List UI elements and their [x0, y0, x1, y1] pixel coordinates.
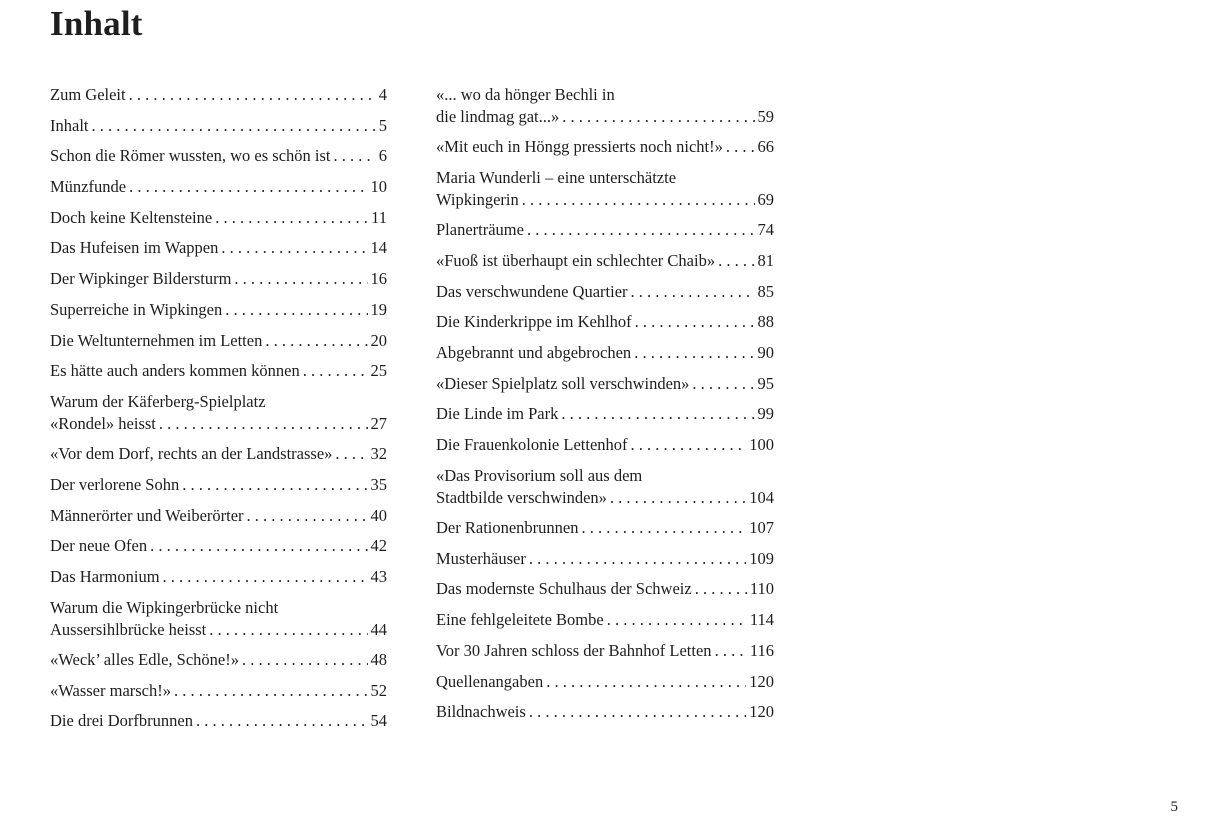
toc-entry-title: «Dieser Spielplatz soll verschwinden» [436, 373, 690, 393]
toc-entry-page-number: 59 [757, 107, 774, 126]
dot-leader [242, 649, 368, 671]
toc-entry [50, 566, 387, 588]
dot-leader [303, 360, 368, 382]
toc-entry-page-number: 90 [757, 343, 774, 363]
toc-entry-row [50, 710, 387, 732]
toc-entry [436, 167, 774, 211]
dot-leader [582, 517, 747, 539]
dot-leader [715, 640, 747, 662]
toc-entry-title: Der neue Ofen [50, 536, 148, 556]
toc-entry-page-number: 81 [757, 250, 774, 270]
toc-entry-page-number: 19 [370, 299, 387, 319]
toc-entry-title: Die Kinderkrippe im Kehlhof [436, 312, 632, 332]
toc-entry-row [50, 360, 387, 382]
toc-entry-title: Männerörter und Weiberörter [50, 505, 244, 525]
toc-entry-row [436, 250, 774, 272]
dot-leader [221, 237, 367, 259]
toc-entry-row [50, 535, 387, 557]
toc-entry-page-number: 88 [757, 312, 774, 332]
toc-entry-title-line: Warum die Wipkingerbrücke nicht [50, 597, 279, 617]
toc-entry-row [50, 237, 387, 259]
toc-entry-title: Die drei Dorfbrunnen [50, 711, 193, 731]
toc-entry-row [436, 434, 774, 456]
toc-entry-page-number: 100 [749, 435, 774, 455]
toc-entry-page-number: 6 [378, 146, 387, 166]
dot-leader [529, 548, 746, 570]
toc-entry-row [436, 671, 774, 693]
toc-entry-row [50, 680, 387, 702]
toc-entry-title: Aussersihlbrücke heisst [50, 619, 207, 639]
toc-entry [50, 474, 387, 496]
dot-leader [635, 311, 755, 333]
toc-entry-title: «Wasser marsch!» [50, 680, 172, 700]
toc-entry [436, 671, 774, 693]
toc-entry [50, 268, 387, 290]
toc-entry-title: Die Linde im Park [436, 404, 559, 424]
dot-leader [631, 434, 747, 456]
toc-entry-page-number: 110 [749, 579, 774, 599]
toc-entry-row [436, 578, 774, 600]
toc-entry [50, 443, 387, 465]
toc-entry [436, 373, 774, 395]
toc-entry-page-number: 20 [370, 330, 387, 350]
dot-leader [333, 145, 375, 167]
toc-entry-title-line: «... wo da hönger Bechli in [436, 85, 615, 104]
toc-entry-title: Der Rationenbrunnen [436, 518, 579, 538]
toc-entry-row [50, 207, 387, 229]
toc-entry-page-number: 16 [370, 269, 387, 289]
toc-entry-title: Bildnachweis [436, 702, 526, 722]
toc-entry-row [50, 268, 387, 290]
toc-entry [436, 219, 774, 241]
dot-leader [546, 671, 746, 693]
toc-entry-page-number: 99 [757, 404, 774, 424]
toc-entry [50, 680, 387, 702]
toc-entry-row [50, 619, 387, 641]
toc-entry-row [436, 342, 774, 364]
dot-leader [692, 373, 754, 395]
toc-entry-row [50, 330, 387, 352]
toc-entry-title: Es hätte auch anders kommen können [50, 361, 300, 381]
toc-entry [436, 640, 774, 662]
toc-entry-title: «Rondel» heisst [50, 413, 156, 433]
toc-entry-row [436, 403, 774, 425]
toc-entry-row [436, 373, 774, 395]
toc-entry-row [436, 701, 774, 723]
toc-entry-row [436, 311, 774, 333]
dot-leader [522, 189, 755, 211]
toc-entry-page-number: 5 [378, 115, 387, 135]
toc-entry-page-number: 25 [370, 361, 387, 381]
toc-entry-page-number: 35 [370, 474, 387, 494]
toc-entry-title: Abgebrannt und abgebrochen [436, 343, 632, 363]
toc-entry-row [436, 219, 774, 241]
toc-entry-title: Der Wipkinger Bildersturm [50, 269, 232, 289]
toc-entry [50, 649, 387, 671]
toc-entry-row [436, 548, 774, 570]
dot-leader [129, 84, 376, 106]
dot-leader [234, 268, 367, 290]
toc-entry-title-line: «Das Provisorium soll aus dem [436, 465, 643, 485]
toc-entry-title: Schon die Römer wussten, wo es schön ist [50, 146, 331, 166]
toc-entry [436, 517, 774, 539]
dot-leader [163, 566, 368, 588]
toc-entry-row [50, 145, 387, 167]
toc-entry-page-number: 40 [370, 505, 387, 525]
toc-entry-row [50, 566, 387, 588]
toc-entry [50, 84, 387, 106]
toc-entry [50, 535, 387, 557]
toc-entry-page-number: 109 [749, 548, 774, 568]
dot-leader [159, 413, 368, 435]
toc-entry-row [50, 649, 387, 671]
toc-entry-page-number: 95 [757, 373, 774, 393]
toc-entry-row [50, 443, 387, 465]
dot-leader [129, 176, 367, 198]
toc-entry-page-number: 107 [749, 518, 774, 538]
toc-entry [436, 434, 774, 456]
toc-entry [50, 115, 387, 137]
dot-leader [562, 106, 754, 128]
toc-entry-row [436, 189, 774, 211]
dot-leader [631, 281, 755, 303]
toc-entry-title: «Mit euch in Höngg pressierts noch nicht!» [436, 137, 723, 157]
toc-entry [436, 403, 774, 425]
toc-entry-title: Die Frauenkolonie Lettenhof [436, 435, 628, 455]
toc-entry-title: Stadtbilde verschwinden» [436, 487, 607, 507]
toc-entry-page-number: 48 [370, 649, 387, 669]
toc-entry-row [50, 115, 387, 137]
dot-leader [634, 342, 754, 364]
toc-entry [436, 578, 774, 600]
toc-entry-title: «Weck’ alles Edle, Schöne!» [50, 649, 239, 669]
toc-entry-page-number: 74 [757, 220, 774, 240]
toc-entry [436, 548, 774, 570]
dot-leader [561, 403, 754, 425]
toc-entry-page-number: 4 [378, 85, 387, 104]
toc-left-column [50, 84, 387, 741]
dot-leader [695, 578, 747, 600]
dot-leader [150, 535, 367, 557]
toc-entry-title: Inhalt [50, 115, 89, 135]
toc-entry-page-number: 85 [757, 281, 774, 301]
toc-entry-page-number: 43 [370, 566, 387, 586]
toc-entry-title: Vor 30 Jahren schloss der Bahnhof Letten [436, 640, 712, 660]
toc-entry-title: Münzfunde [50, 177, 127, 197]
toc-entry-row [50, 413, 387, 435]
dot-leader [225, 299, 367, 321]
toc-entry-row [436, 609, 774, 631]
toc-entry-title: Der verlorene Sohn [50, 474, 180, 494]
toc-entry [436, 136, 774, 158]
toc-entry-page-number: 10 [370, 177, 387, 197]
toc-entry-page-number: 42 [370, 536, 387, 556]
toc-entry [50, 145, 387, 167]
dot-leader [209, 619, 367, 641]
toc-entry-page-number: 52 [370, 680, 387, 700]
toc-entry-row [50, 505, 387, 527]
toc-entry-row [436, 106, 774, 128]
toc-entry-row [436, 487, 774, 509]
toc-entry-page-number: 120 [749, 671, 774, 691]
toc-entry-page-number: 69 [757, 189, 774, 209]
toc-entry-row [436, 136, 774, 158]
toc-entry-page-number: 14 [370, 238, 387, 258]
toc-entry-title: Zum Geleit [50, 85, 126, 104]
toc-entry-title: Das Hufeisen im Wappen [50, 238, 219, 258]
toc-entry-row [50, 299, 387, 321]
dot-leader [92, 115, 376, 137]
dot-leader [265, 330, 367, 352]
dot-leader [718, 250, 754, 272]
toc-entry [436, 311, 774, 333]
toc-entry-title: Superreiche in Wipkingen [50, 299, 223, 319]
toc-entry-row [50, 84, 387, 106]
toc-entry-title: die lindmag gat...» [436, 107, 560, 126]
dot-leader [182, 474, 367, 496]
toc-entry-page-number: 66 [757, 137, 774, 157]
toc-entry [436, 250, 774, 272]
toc-entry-title: Musterhäuser [436, 548, 526, 568]
toc-entry [436, 465, 774, 509]
toc-entry-title: «Vor dem Dorf, rechts an der Landstrasse» [50, 444, 333, 464]
toc-entry [50, 360, 387, 382]
toc-entry [436, 609, 774, 631]
toc-right-column [436, 84, 774, 732]
toc-entry-title: Das modernste Schulhaus der Schweiz [436, 579, 692, 599]
toc-entry-page-number: 116 [749, 640, 774, 660]
page-title: Inhalt [50, 4, 143, 43]
dot-leader [247, 505, 368, 527]
toc-entry-page-number: 104 [749, 487, 774, 507]
toc-entry-title: Die Weltunternehmen im Letten [50, 330, 263, 350]
dot-leader [726, 136, 755, 158]
toc-entry [50, 299, 387, 321]
toc-entry [436, 84, 774, 128]
toc-entry-row [50, 176, 387, 198]
toc-entry-title: Das Harmonium [50, 566, 160, 586]
toc-entry-page-number: 54 [370, 711, 387, 731]
dot-leader [174, 680, 367, 702]
toc-entry-title-line: Maria Wunderli – eine unterschätzte [436, 167, 677, 187]
dot-leader [610, 487, 746, 509]
dot-leader [527, 219, 755, 241]
toc-entry [436, 281, 774, 303]
toc-entry [50, 330, 387, 352]
dot-leader [607, 609, 747, 631]
dot-leader [215, 207, 368, 229]
toc-entry [436, 342, 774, 364]
toc-entry-row [50, 474, 387, 496]
toc-entry-title: Wipkingerin [436, 189, 519, 209]
toc-entry-row [436, 281, 774, 303]
toc-entry-page-number: 114 [749, 610, 774, 630]
toc-entry [50, 710, 387, 732]
toc-entry [50, 391, 387, 435]
toc-entry-title: Quellenangaben [436, 671, 544, 691]
toc-entry-title: Eine fehlgeleitete Bombe [436, 610, 604, 630]
toc-entry [50, 237, 387, 259]
toc-entry [50, 207, 387, 229]
toc-entry [50, 505, 387, 527]
dot-leader [335, 443, 367, 465]
toc-entry-page-number: 44 [370, 619, 387, 639]
toc-entry-title: Doch keine Keltensteine [50, 207, 213, 227]
toc-entry [436, 701, 774, 723]
toc-entry-page-number: 11 [371, 207, 387, 227]
toc-entry-title: Planerträume [436, 220, 524, 240]
toc-entry-row [436, 517, 774, 539]
toc-entry-page-number: 27 [370, 413, 387, 433]
toc-entry-row [436, 640, 774, 662]
page-number: 5 [1170, 799, 1178, 815]
dot-leader [529, 701, 746, 723]
toc-entry-title-line: Warum der Käferberg-Spielplatz [50, 391, 266, 411]
toc-entry-title: Das verschwundene Quartier [436, 281, 628, 301]
toc-entry-title: «Fuoß ist überhaupt ein schlechter Chaib» [436, 250, 716, 270]
toc-entry [50, 176, 387, 198]
dot-leader [196, 710, 368, 732]
toc-entry-page-number: 120 [749, 702, 774, 722]
toc-entry-page-number: 32 [370, 444, 387, 464]
toc-entry [50, 597, 387, 641]
